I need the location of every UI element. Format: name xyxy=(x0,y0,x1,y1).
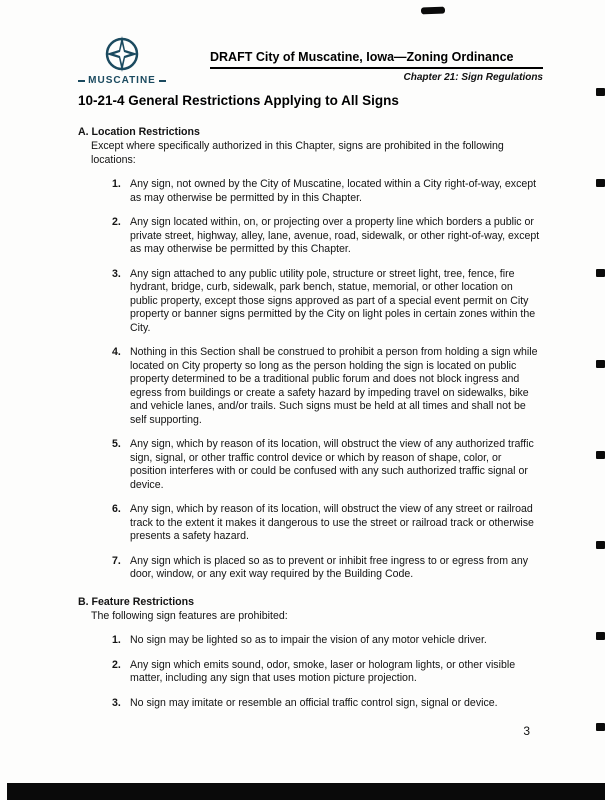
item-text: No sign may be lighted so as to impair the vision of any motor vehicle driver. xyxy=(130,634,487,646)
scan-artifact-edge xyxy=(596,179,605,187)
item-number: 1. xyxy=(112,634,121,646)
document-title: DRAFT City of Muscatine, Iowa—Zoning Ordinance xyxy=(210,50,543,69)
scan-artifact-edge xyxy=(596,723,605,731)
scan-artifact-top xyxy=(421,7,445,15)
item-number: 3. xyxy=(112,696,121,709)
scan-artifact-edge xyxy=(596,360,605,368)
page-header xyxy=(72,34,543,92)
item-number: 1. xyxy=(112,178,121,190)
section-b-label: B. xyxy=(78,595,89,608)
item-text: No sign may imitate or resemble an official traffic control sign, signal or device. xyxy=(130,696,498,709)
item-text: Any sign, not owned by the City of Muscatine, located within a City right-of-way, except as may otherwise be permitted by in this Chapter. xyxy=(130,178,537,204)
item-number: 3. xyxy=(112,267,121,280)
list-item xyxy=(112,697,540,711)
item-text: Any sign which emits sound, odor, smoke, laser or hologram lights, or other visible matter, including any sign that uses motion picture projection. xyxy=(130,658,516,684)
list-item xyxy=(112,503,540,544)
list-item xyxy=(112,216,540,257)
list-item xyxy=(112,659,540,686)
logo-wordmark: MUSCATINE xyxy=(88,75,156,86)
section-b-intro: The following sign features are prohibited: xyxy=(91,609,288,622)
item-text: Any sign, which by reason of its location, will obstruct the view of any authorized traffic sign, signal, or other traffic control device or which by reason of shape, color, or position interferes with or could be confused with any such authorized traffic signal or device. xyxy=(130,438,534,491)
section-b-title xyxy=(78,596,547,608)
item-text: Any sign attached to any public utility pole, structure or street light, tree, fence, fire hydrant, bridge, curb, sidewalk, park bench, statue, memorial, or other location on public property, except those signs approved as part of a special event permit on City property or banner signs permitted by the City on light poles in certain zones within the City. xyxy=(130,267,536,334)
item-text: Nothing in this Section shall be construed to prohibit a person from holding a sign while located on City property so long as the person holding the sign is located on public property determined to be a traditional public forum and does not block ingress and egress from buildings or create a safety hazard by impeding travel on sidewalks, bike and vehicle lanes, and/or trails. Such signs must be held at all times and shall not be self supporting. xyxy=(130,346,538,426)
logo-text-row xyxy=(72,75,172,86)
scan-artifact-bottom-bar xyxy=(7,783,605,800)
section-a-name: Location Restrictions xyxy=(91,126,200,138)
section-a-title xyxy=(78,126,547,138)
document-body xyxy=(78,93,547,724)
chapter-subtitle: Chapter 21: Sign Regulations xyxy=(403,72,543,83)
item-number: 4. xyxy=(112,346,121,358)
item-number: 6. xyxy=(112,503,121,515)
item-text: Any sign, which by reason of its location, will obstruct the view of any street or railroad track to the extent it makes it dangerous to use the street or railroad track or otherwise presents a safety hazard. xyxy=(130,503,534,542)
section-heading-10-21-4: 10-21-4 General Restrictions Applying to All Signs xyxy=(78,93,399,108)
scan-artifact-edge xyxy=(596,451,605,459)
item-text: Any sign located within, on, or projecting over a property line which borders a public or private street, highway, alley, lane, avenue, road, sidewalk, or other right-of-way, except as may otherwise be permitted by this Chapter. xyxy=(130,216,540,255)
item-number: 2. xyxy=(112,216,121,228)
muscatine-logo xyxy=(72,34,172,86)
page-number: 3 xyxy=(523,724,530,738)
scan-artifact-edge xyxy=(596,88,605,96)
scan-artifact-edge xyxy=(596,269,605,277)
section-a-list xyxy=(112,178,547,582)
item-number: 7. xyxy=(112,554,121,567)
logo-rule-right xyxy=(159,80,166,82)
list-item xyxy=(112,268,540,336)
scan-artifact-edge xyxy=(596,632,605,640)
section-a xyxy=(78,126,547,582)
list-item xyxy=(112,178,540,205)
section-b xyxy=(78,596,547,711)
item-text: Any sign which is placed so as to prevent or inhibit free ingress to or egress from any door, window, or any exit way required by the Building Code. xyxy=(130,554,529,580)
header-titles xyxy=(210,50,543,83)
section-a-intro: Except where specifically authorized in this Chapter, signs are prohibited in the following locations: xyxy=(91,140,504,166)
list-item xyxy=(112,555,540,582)
logo-rule-left xyxy=(78,80,85,82)
section-b-list xyxy=(112,634,547,710)
scan-artifact-edge xyxy=(596,541,605,549)
section-a-label: A. xyxy=(78,126,89,138)
item-number: 5. xyxy=(112,438,121,450)
section-b-name: Feature Restrictions xyxy=(91,595,194,608)
compass-star-icon xyxy=(100,34,144,74)
list-item xyxy=(112,346,540,427)
item-number: 2. xyxy=(112,658,121,671)
list-item xyxy=(112,438,540,492)
list-item xyxy=(112,634,540,648)
